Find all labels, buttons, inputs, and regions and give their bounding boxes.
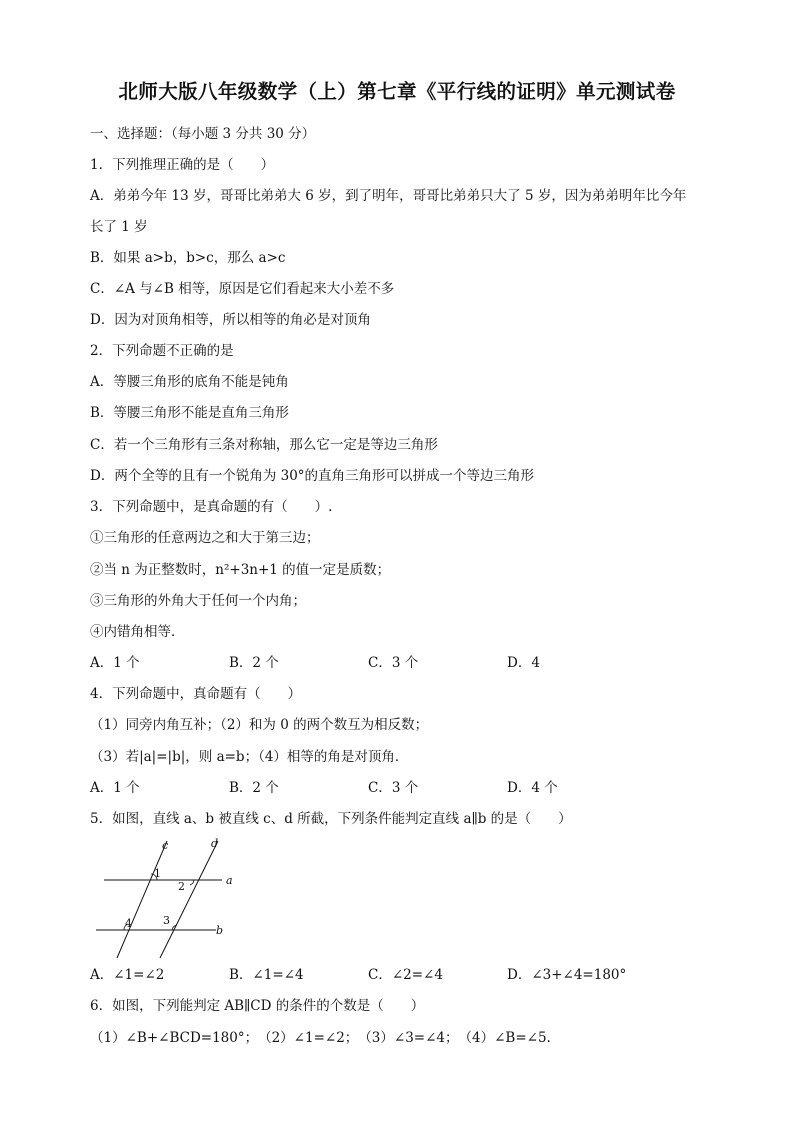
- question-3-option-d: D．4: [507, 655, 540, 671]
- question-3-statement-2: ②当 n 为正整数时，n²+3n+1 的值一定是质数；: [90, 562, 391, 578]
- label-a: a: [226, 874, 233, 887]
- question-1-stem: 1．下列推理正确的是（ ）: [90, 157, 275, 173]
- question-5-option-a: A．∠1=∠2: [90, 967, 165, 983]
- question-5-option-d: D．∠3+∠4=180°: [507, 967, 627, 983]
- label-c: c: [162, 839, 169, 852]
- label-angle-4: 4: [125, 917, 132, 930]
- question-3-option-b: B．2 个: [229, 655, 279, 671]
- page-title: 北师大版八年级数学（上）第七章《平行线的证明》单元测试卷: [118, 80, 676, 103]
- label-b: b: [216, 924, 224, 937]
- question-3-statement-3: ③三角形的外角大于任何一个内角；: [90, 593, 306, 609]
- section-heading: 一、选择题：（每小题 3 分共 30 分）: [90, 126, 316, 142]
- label-angle-3: 3: [163, 914, 170, 927]
- line-c: [117, 841, 167, 958]
- question-3-stem: 3．下列命题中，是真命题的有（ ）.: [90, 499, 333, 515]
- question-4-stem: 4．下列命题中，真命题有（ ）: [90, 686, 302, 702]
- question-4-option-b: B．2 个: [229, 780, 279, 796]
- question-2-option-c: C．若一个三角形有三条对称轴，那么它一定是等边三角形: [90, 437, 438, 453]
- question-3-option-a: A．1 个: [90, 655, 140, 671]
- question-5-stem: 5．如图，直线 a、b 被直线 c、d 所截，下列条件能判定直线 a∥b 的是（ ）: [90, 811, 572, 827]
- question-3-statement-1: ①三角形的任意两边之和大于第三边；: [90, 530, 320, 546]
- question-4-option-a: A．1 个: [90, 780, 140, 796]
- question-1-option-b: B．如果 a>b，b>c，那么 a>c: [90, 250, 286, 266]
- question-5-option-b: B．∠1=∠4: [229, 967, 304, 983]
- question-6-conditions: （1）∠B+∠BCD=180°； （2）∠1=∠2； （3）∠3=∠4； （4）∠B=∠5.: [90, 1030, 551, 1046]
- question-3-option-c: C．3 个: [368, 655, 419, 671]
- question-4-option-c: C．3 个: [368, 780, 419, 796]
- question-4-statements-1: （1）同旁内角互补；（2）和为 0 的两个数互为相反数；: [90, 717, 429, 733]
- question-5-option-c: C．∠2=∠4: [368, 967, 443, 983]
- question-2-stem: 2．下列命题不正确的是: [90, 343, 234, 359]
- question-2-option-b: B．等腰三角形不能是直角三角形: [90, 405, 289, 421]
- question-6-stem: 6．如图，下列能判定 AB∥CD 的条件的个数是（ ）: [90, 998, 425, 1014]
- question-4-option-d: D．4 个: [507, 780, 558, 796]
- label-angle-1: 1: [154, 867, 161, 880]
- question-2-option-d: D．两个全等的且有一个锐角为 30°的直角三角形可以拼成一个等边三角形: [90, 468, 535, 484]
- angle-2-arc: [190, 880, 194, 885]
- question-2-option-a: A．等腰三角形的底角不能是钝角: [90, 374, 289, 390]
- label-d: d: [211, 837, 219, 850]
- question-5-figure: [90, 833, 240, 965]
- question-1-option-a: A．弟弟今年 13 岁，哥哥比弟弟大 6 岁，到了明年，哥哥比弟弟只大了 5 岁，因为弟弟明年比今年: [90, 188, 687, 204]
- line-d: [160, 841, 218, 958]
- question-1-option-d: D．因为对顶角相等，所以相等的角必是对顶角: [90, 312, 371, 328]
- question-3-statement-4: ④内错角相等．: [90, 624, 185, 640]
- label-angle-2: 2: [178, 880, 185, 893]
- question-1-option-a-cont: 长了 1 岁: [90, 219, 148, 235]
- question-4-statements-2: （3）若|a|=|b|，则 a=b；（4）相等的角是对顶角．: [90, 749, 409, 765]
- question-1-option-c: C．∠A 与∠B 相等，原因是它们看起来大小差不多: [90, 281, 395, 297]
